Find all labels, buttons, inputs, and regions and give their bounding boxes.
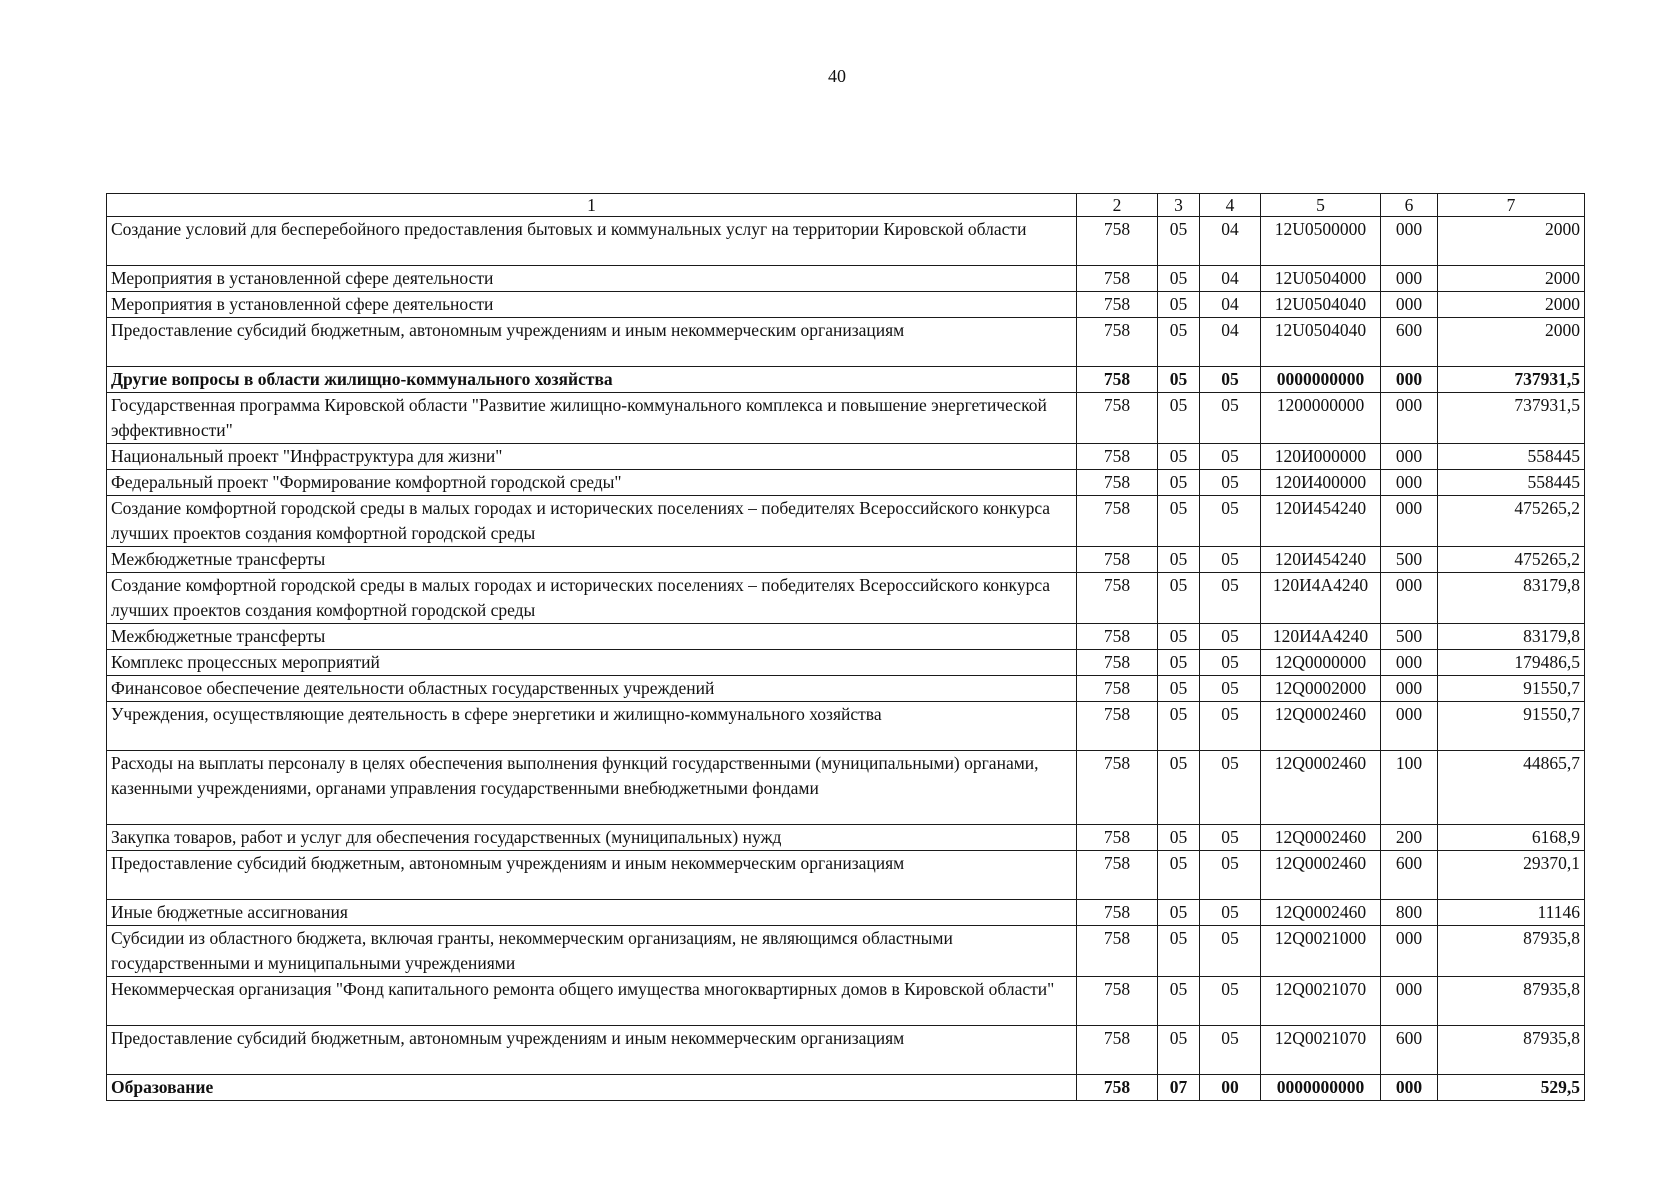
table-row bbox=[107, 393, 1585, 444]
cell-ministry-code: 758 bbox=[1077, 926, 1158, 977]
cell-description: Предоставление субсидий бюджетным, автономным учреждениям и иным некоммерческим организациям bbox=[107, 318, 1077, 367]
cell-amount: 2000 bbox=[1438, 292, 1585, 318]
cell-amount: 2000 bbox=[1438, 266, 1585, 292]
table-row bbox=[107, 676, 1585, 702]
table-row bbox=[107, 650, 1585, 676]
cell-subsection: 05 bbox=[1200, 851, 1261, 900]
cell-section: 05 bbox=[1158, 318, 1200, 367]
cell-target-article: 120И4А4240 bbox=[1261, 624, 1381, 650]
cell-amount: 737931,5 bbox=[1438, 393, 1585, 444]
column-header: 3 bbox=[1158, 194, 1200, 217]
cell-amount: 558445 bbox=[1438, 444, 1585, 470]
cell-expense-type: 600 bbox=[1381, 851, 1438, 900]
cell-amount: 179486,5 bbox=[1438, 650, 1585, 676]
cell-expense-type: 200 bbox=[1381, 825, 1438, 851]
cell-ministry-code: 758 bbox=[1077, 444, 1158, 470]
cell-section: 05 bbox=[1158, 926, 1200, 977]
cell-description: Учреждения, осуществляющие деятельность в сфере энергетики и жилищно-коммунального хозяйства bbox=[107, 702, 1077, 751]
cell-section: 05 bbox=[1158, 900, 1200, 926]
cell-ministry-code: 758 bbox=[1077, 676, 1158, 702]
cell-expense-type: 000 bbox=[1381, 650, 1438, 676]
cell-subsection: 05 bbox=[1200, 496, 1261, 547]
cell-section: 05 bbox=[1158, 751, 1200, 825]
cell-description: Межбюджетные трансферты bbox=[107, 624, 1077, 650]
cell-ministry-code: 758 bbox=[1077, 825, 1158, 851]
cell-ministry-code: 758 bbox=[1077, 1075, 1158, 1101]
cell-expense-type: 800 bbox=[1381, 900, 1438, 926]
cell-section: 05 bbox=[1158, 825, 1200, 851]
cell-target-article: 12Q0002460 bbox=[1261, 851, 1381, 900]
cell-section: 05 bbox=[1158, 292, 1200, 318]
cell-description: Мероприятия в установленной сфере деятельности bbox=[107, 266, 1077, 292]
table-row bbox=[107, 470, 1585, 496]
table-row bbox=[107, 444, 1585, 470]
cell-target-article: 120И454240 bbox=[1261, 547, 1381, 573]
cell-section: 05 bbox=[1158, 624, 1200, 650]
cell-section: 05 bbox=[1158, 444, 1200, 470]
cell-description: Предоставление субсидий бюджетным, автономным учреждениям и иным некоммерческим организациям bbox=[107, 851, 1077, 900]
cell-expense-type: 000 bbox=[1381, 977, 1438, 1026]
cell-section: 05 bbox=[1158, 851, 1200, 900]
table-row bbox=[107, 702, 1585, 751]
cell-subsection: 05 bbox=[1200, 547, 1261, 573]
cell-section: 05 bbox=[1158, 547, 1200, 573]
cell-section: 05 bbox=[1158, 676, 1200, 702]
column-header: 4 bbox=[1200, 194, 1261, 217]
cell-description: Создание комфортной городской среды в малых городах и исторических поселениях – победителях Всероссийского конкурса лучших проектов создания комфортной городской среды bbox=[107, 496, 1077, 547]
page-number: 40 bbox=[828, 66, 846, 86]
cell-subsection: 04 bbox=[1200, 318, 1261, 367]
cell-subsection: 05 bbox=[1200, 676, 1261, 702]
cell-description: Создание комфортной городской среды в малых городах и исторических поселениях – победителях Всероссийского конкурса лучших проектов создания комфортной городской среды bbox=[107, 573, 1077, 624]
cell-amount: 29370,1 bbox=[1438, 851, 1585, 900]
cell-target-article: 120И000000 bbox=[1261, 444, 1381, 470]
table-row bbox=[107, 1026, 1585, 1075]
cell-amount: 2000 bbox=[1438, 217, 1585, 266]
cell-target-article: 0000000000 bbox=[1261, 367, 1381, 393]
cell-ministry-code: 758 bbox=[1077, 266, 1158, 292]
table-header-row bbox=[107, 194, 1585, 217]
cell-expense-type: 000 bbox=[1381, 367, 1438, 393]
table-row bbox=[107, 266, 1585, 292]
cell-subsection: 04 bbox=[1200, 292, 1261, 318]
cell-amount: 558445 bbox=[1438, 470, 1585, 496]
cell-ministry-code: 758 bbox=[1077, 977, 1158, 1026]
cell-target-article: 12Q0002000 bbox=[1261, 676, 1381, 702]
cell-description: Финансовое обеспечение деятельности областных государственных учреждений bbox=[107, 676, 1077, 702]
cell-ministry-code: 758 bbox=[1077, 547, 1158, 573]
cell-subsection: 05 bbox=[1200, 702, 1261, 751]
cell-section: 07 bbox=[1158, 1075, 1200, 1101]
cell-subsection: 05 bbox=[1200, 900, 1261, 926]
cell-expense-type: 000 bbox=[1381, 444, 1438, 470]
cell-section: 05 bbox=[1158, 266, 1200, 292]
column-header: 6 bbox=[1381, 194, 1438, 217]
cell-description: Федеральный проект "Формирование комфортной городской среды" bbox=[107, 470, 1077, 496]
cell-ministry-code: 758 bbox=[1077, 292, 1158, 318]
column-header: 5 bbox=[1261, 194, 1381, 217]
table-row bbox=[107, 573, 1585, 624]
cell-ministry-code: 758 bbox=[1077, 900, 1158, 926]
cell-ministry-code: 758 bbox=[1077, 702, 1158, 751]
table-row bbox=[107, 1075, 1585, 1101]
column-header: 1 bbox=[107, 194, 1077, 217]
cell-expense-type: 000 bbox=[1381, 926, 1438, 977]
cell-target-article: 12Q0021070 bbox=[1261, 977, 1381, 1026]
cell-target-article: 1200000000 bbox=[1261, 393, 1381, 444]
cell-ministry-code: 758 bbox=[1077, 217, 1158, 266]
cell-expense-type: 000 bbox=[1381, 292, 1438, 318]
cell-description: Комплекс процессных мероприятий bbox=[107, 650, 1077, 676]
cell-ministry-code: 758 bbox=[1077, 624, 1158, 650]
cell-subsection: 05 bbox=[1200, 367, 1261, 393]
cell-expense-type: 500 bbox=[1381, 624, 1438, 650]
table-row bbox=[107, 318, 1585, 367]
cell-description: Предоставление субсидий бюджетным, автономным учреждениям и иным некоммерческим организациям bbox=[107, 1026, 1077, 1075]
cell-amount: 11146 bbox=[1438, 900, 1585, 926]
cell-expense-type: 000 bbox=[1381, 266, 1438, 292]
cell-target-article: 120И400000 bbox=[1261, 470, 1381, 496]
cell-subsection: 05 bbox=[1200, 650, 1261, 676]
cell-subsection: 04 bbox=[1200, 266, 1261, 292]
table-row bbox=[107, 217, 1585, 266]
cell-amount: 529,5 bbox=[1438, 1075, 1585, 1101]
cell-target-article: 12Q0002460 bbox=[1261, 825, 1381, 851]
table-row bbox=[107, 900, 1585, 926]
cell-description: Некоммерческая организация "Фонд капитального ремонта общего имущества многоквартирных домов в Кировской области" bbox=[107, 977, 1077, 1026]
cell-expense-type: 000 bbox=[1381, 496, 1438, 547]
cell-section: 05 bbox=[1158, 217, 1200, 266]
cell-subsection: 05 bbox=[1200, 751, 1261, 825]
cell-ministry-code: 758 bbox=[1077, 393, 1158, 444]
cell-ministry-code: 758 bbox=[1077, 470, 1158, 496]
cell-section: 05 bbox=[1158, 496, 1200, 547]
table-row bbox=[107, 367, 1585, 393]
table-row bbox=[107, 977, 1585, 1026]
cell-description: Национальный проект "Инфраструктура для жизни" bbox=[107, 444, 1077, 470]
cell-target-article: 12Q0021070 bbox=[1261, 1026, 1381, 1075]
budget-table bbox=[106, 193, 1585, 1101]
cell-expense-type: 600 bbox=[1381, 318, 1438, 367]
cell-subsection: 05 bbox=[1200, 444, 1261, 470]
cell-subsection: 05 bbox=[1200, 573, 1261, 624]
cell-section: 05 bbox=[1158, 393, 1200, 444]
table-row bbox=[107, 851, 1585, 900]
cell-section: 05 bbox=[1158, 1026, 1200, 1075]
cell-description: Закупка товаров, работ и услуг для обеспечения государственных (муниципальных) нужд bbox=[107, 825, 1077, 851]
cell-description: Создание условий для бесперебойного предоставления бытовых и коммунальных услуг на территории Кировской области bbox=[107, 217, 1077, 266]
cell-target-article: 12U0500000 bbox=[1261, 217, 1381, 266]
cell-target-article: 0000000000 bbox=[1261, 1075, 1381, 1101]
cell-expense-type: 500 bbox=[1381, 547, 1438, 573]
cell-expense-type: 000 bbox=[1381, 1075, 1438, 1101]
cell-description: Иные бюджетные ассигнования bbox=[107, 900, 1077, 926]
cell-amount: 6168,9 bbox=[1438, 825, 1585, 851]
cell-description: Межбюджетные трансферты bbox=[107, 547, 1077, 573]
table-row bbox=[107, 926, 1585, 977]
cell-subsection: 05 bbox=[1200, 624, 1261, 650]
cell-expense-type: 000 bbox=[1381, 702, 1438, 751]
cell-amount: 44865,7 bbox=[1438, 751, 1585, 825]
cell-amount: 83179,8 bbox=[1438, 573, 1585, 624]
cell-target-article: 12Q0021000 bbox=[1261, 926, 1381, 977]
cell-amount: 91550,7 bbox=[1438, 702, 1585, 751]
cell-section: 05 bbox=[1158, 977, 1200, 1026]
cell-target-article: 12Q0002460 bbox=[1261, 900, 1381, 926]
cell-subsection: 00 bbox=[1200, 1075, 1261, 1101]
cell-section: 05 bbox=[1158, 470, 1200, 496]
cell-description: Образование bbox=[107, 1075, 1077, 1101]
cell-ministry-code: 758 bbox=[1077, 496, 1158, 547]
cell-ministry-code: 758 bbox=[1077, 751, 1158, 825]
cell-section: 05 bbox=[1158, 573, 1200, 624]
cell-target-article: 120И4А4240 bbox=[1261, 573, 1381, 624]
table-row bbox=[107, 547, 1585, 573]
cell-subsection: 04 bbox=[1200, 217, 1261, 266]
cell-target-article: 12Q0002460 bbox=[1261, 702, 1381, 751]
cell-ministry-code: 758 bbox=[1077, 573, 1158, 624]
table-row bbox=[107, 624, 1585, 650]
column-header: 7 bbox=[1438, 194, 1585, 217]
cell-ministry-code: 758 bbox=[1077, 1026, 1158, 1075]
cell-subsection: 05 bbox=[1200, 470, 1261, 496]
cell-description: Расходы на выплаты персоналу в целях обеспечения выполнения функций государственными (муниципальными) органами, казенными учреждениями, органами управления государственными внебюджетными фондами bbox=[107, 751, 1077, 825]
cell-target-article: 12U0504040 bbox=[1261, 318, 1381, 367]
table-row bbox=[107, 825, 1585, 851]
cell-section: 05 bbox=[1158, 367, 1200, 393]
cell-amount: 87935,8 bbox=[1438, 977, 1585, 1026]
cell-ministry-code: 758 bbox=[1077, 367, 1158, 393]
cell-amount: 475265,2 bbox=[1438, 547, 1585, 573]
cell-description: Государственная программа Кировской области "Развитие жилищно-коммунального комплекса и повышение энергетической эффективности" bbox=[107, 393, 1077, 444]
cell-description: Другие вопросы в области жилищно-коммунального хозяйства bbox=[107, 367, 1077, 393]
cell-ministry-code: 758 bbox=[1077, 851, 1158, 900]
cell-subsection: 05 bbox=[1200, 1026, 1261, 1075]
cell-target-article: 12U0504040 bbox=[1261, 292, 1381, 318]
cell-expense-type: 600 bbox=[1381, 1026, 1438, 1075]
cell-target-article: 12U0504000 bbox=[1261, 266, 1381, 292]
cell-amount: 87935,8 bbox=[1438, 1026, 1585, 1075]
cell-expense-type: 000 bbox=[1381, 676, 1438, 702]
cell-amount: 2000 bbox=[1438, 318, 1585, 367]
cell-subsection: 05 bbox=[1200, 926, 1261, 977]
table-row bbox=[107, 496, 1585, 547]
cell-subsection: 05 bbox=[1200, 393, 1261, 444]
cell-expense-type: 000 bbox=[1381, 393, 1438, 444]
cell-amount: 83179,8 bbox=[1438, 624, 1585, 650]
cell-subsection: 05 bbox=[1200, 825, 1261, 851]
cell-section: 05 bbox=[1158, 650, 1200, 676]
cell-expense-type: 000 bbox=[1381, 470, 1438, 496]
cell-amount: 87935,8 bbox=[1438, 926, 1585, 977]
table-row bbox=[107, 751, 1585, 825]
cell-subsection: 05 bbox=[1200, 977, 1261, 1026]
cell-target-article: 12Q0002460 bbox=[1261, 751, 1381, 825]
cell-description: Субсидии из областного бюджета, включая гранты, некоммерческим организациям, не являющимся областными государственными и муниципальными учреждениями bbox=[107, 926, 1077, 977]
cell-expense-type: 000 bbox=[1381, 573, 1438, 624]
column-header: 2 bbox=[1077, 194, 1158, 217]
cell-target-article: 12Q0000000 bbox=[1261, 650, 1381, 676]
cell-amount: 475265,2 bbox=[1438, 496, 1585, 547]
cell-target-article: 120И454240 bbox=[1261, 496, 1381, 547]
cell-expense-type: 100 bbox=[1381, 751, 1438, 825]
cell-expense-type: 000 bbox=[1381, 217, 1438, 266]
cell-description: Мероприятия в установленной сфере деятельности bbox=[107, 292, 1077, 318]
cell-section: 05 bbox=[1158, 702, 1200, 751]
cell-ministry-code: 758 bbox=[1077, 318, 1158, 367]
table-row bbox=[107, 292, 1585, 318]
cell-amount: 91550,7 bbox=[1438, 676, 1585, 702]
cell-amount: 737931,5 bbox=[1438, 367, 1585, 393]
cell-ministry-code: 758 bbox=[1077, 650, 1158, 676]
table-body bbox=[107, 217, 1585, 1101]
